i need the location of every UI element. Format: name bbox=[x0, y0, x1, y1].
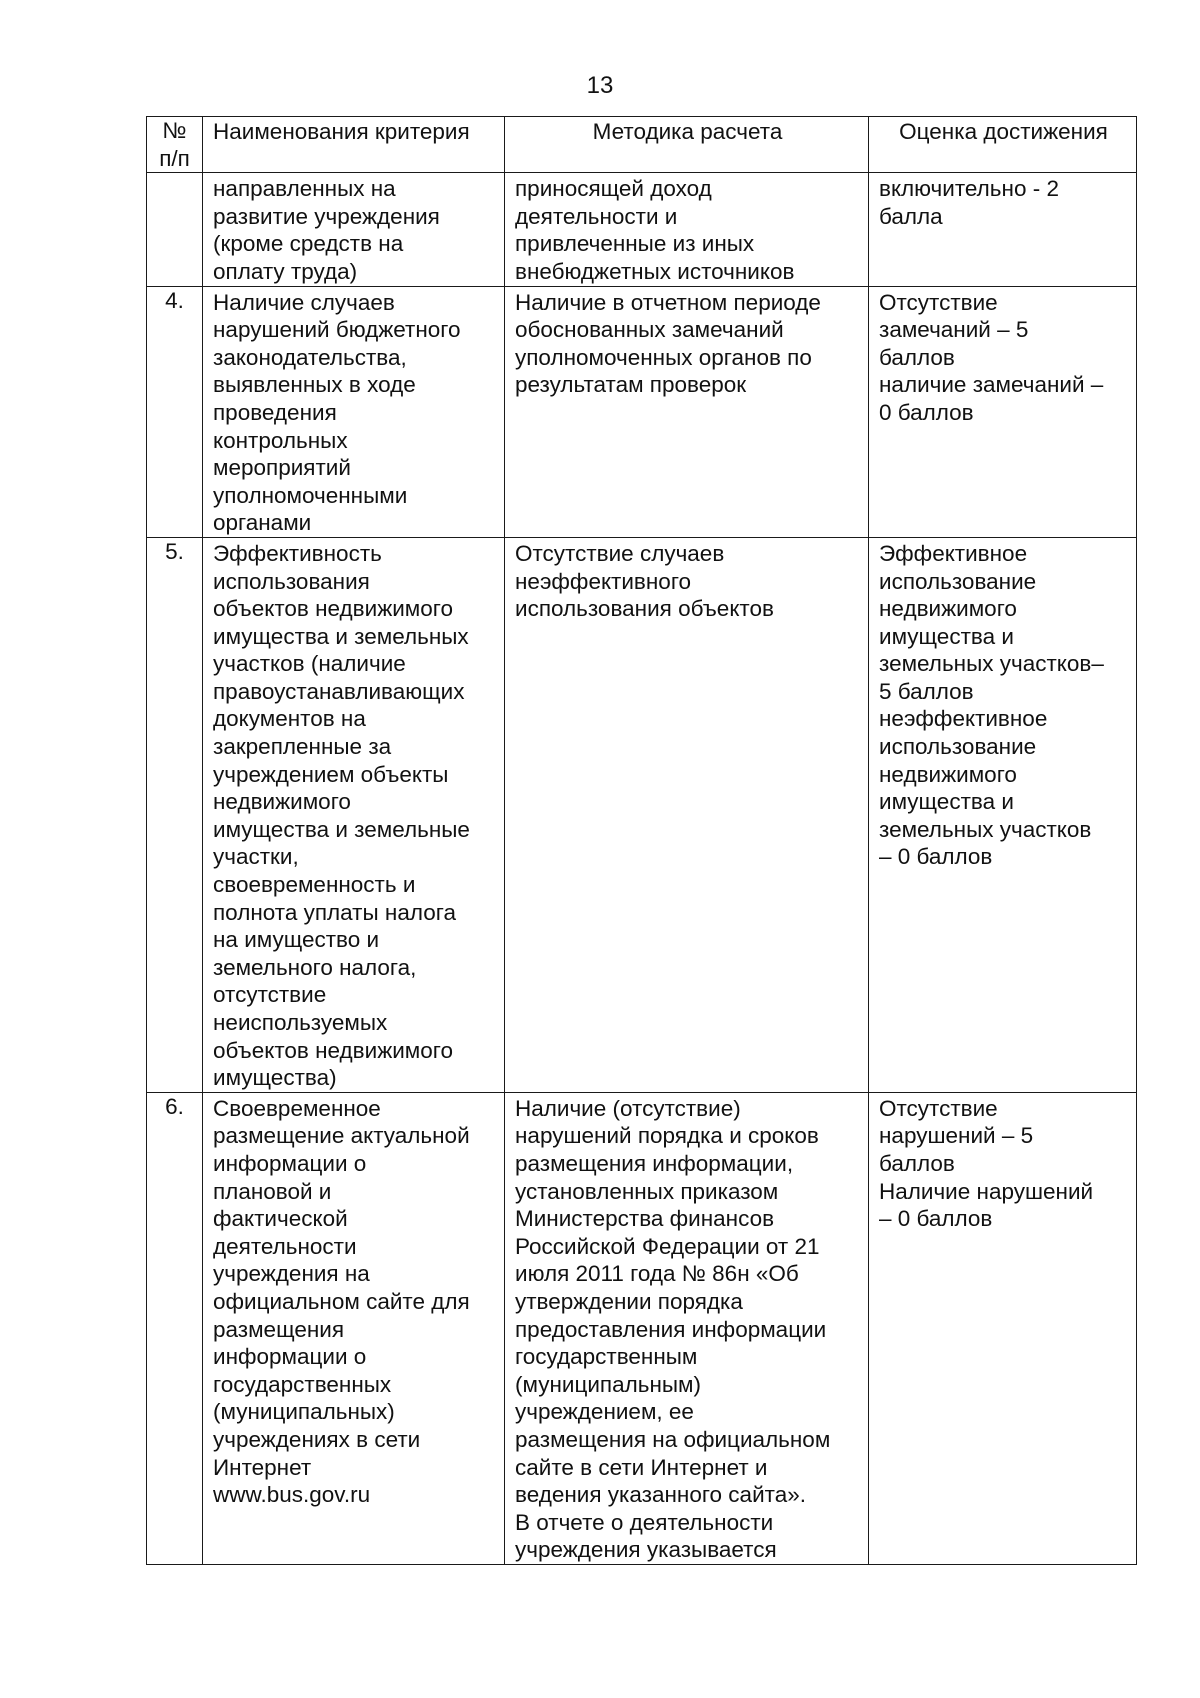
assessment-cell: Эффективное использование недвижимого имущества и земельных участков– 5 баллов неэффективное использование недвижимого имущества и земельных участков – 0 баллов bbox=[869, 537, 1137, 1092]
method-cell: Отсутствие случаев неэффективного использования объектов bbox=[505, 537, 869, 1092]
criterion-cell: Своевременное размещение актуальной информации о плановой и фактической деятельности учреждения на официальном сайте для размещения информации о государственных (муниципальных) учреждениях в сети Интернет www.bus.gov.ru bbox=[203, 1092, 505, 1564]
header-number: № п/п bbox=[147, 117, 203, 173]
table-row bbox=[147, 1092, 1137, 1564]
criterion-cell: направленных на развитие учреждения (кроме средств на оплату труда) bbox=[203, 173, 505, 286]
assessment-cell: Отсутствие замечаний – 5 баллов наличие замечаний – 0 баллов bbox=[869, 286, 1137, 537]
criterion-cell: Эффективность использования объектов недвижимого имущества и земельных участков (наличие правоустанавливающих документов на закрепленные за учреждением объекты недвижимого имущества и земельные участки, своевременность и полнота уплаты налога на имущество и земельного налога, отсутствие неиспользуемых объектов недвижимого имущества) bbox=[203, 537, 505, 1092]
table-row bbox=[147, 286, 1137, 537]
criterion-cell: Наличие случаев нарушений бюджетного законодательства, выявленных в ходе проведения контрольных мероприятий уполномоченными органами bbox=[203, 286, 505, 537]
assessment-cell: Отсутствие нарушений – 5 баллов Наличие нарушений – 0 баллов bbox=[869, 1092, 1137, 1564]
header-assessment: Оценка достижения bbox=[869, 117, 1137, 173]
table-row bbox=[147, 537, 1137, 1092]
header-criterion: Наименования критерия bbox=[203, 117, 505, 173]
header-method: Методика расчета bbox=[505, 117, 869, 173]
method-cell: Наличие в отчетном периоде обоснованных замечаний уполномоченных органов по результатам проверок bbox=[505, 286, 869, 537]
assessment-cell: включительно - 2 балла bbox=[869, 173, 1137, 286]
method-cell: приносящей доход деятельности и привлеченные из иных внебюджетных источников bbox=[505, 173, 869, 286]
header-row bbox=[147, 117, 1137, 173]
method-cell: Наличие (отсутствие) нарушений порядка и сроков размещения информации, установленных приказом Министерства финансов Российской Федерации от 21 июля 2011 года № 86н «Об утверждении порядка предоставления информации государственным (муниципальным) учреждением, ее размещения на официальном сайте в сети Интернет и ведения указанного сайта». В отчете о деятельности учреждения указывается bbox=[505, 1092, 869, 1564]
criteria-table bbox=[146, 116, 1137, 1565]
table-header bbox=[147, 117, 1137, 173]
table-body bbox=[147, 173, 1137, 1565]
table-row bbox=[147, 173, 1137, 286]
row-number: 4. bbox=[147, 286, 203, 537]
row-number: 5. bbox=[147, 537, 203, 1092]
page-number: 13 bbox=[586, 72, 614, 99]
row-number: 6. bbox=[147, 1092, 203, 1564]
row-number bbox=[147, 173, 203, 286]
